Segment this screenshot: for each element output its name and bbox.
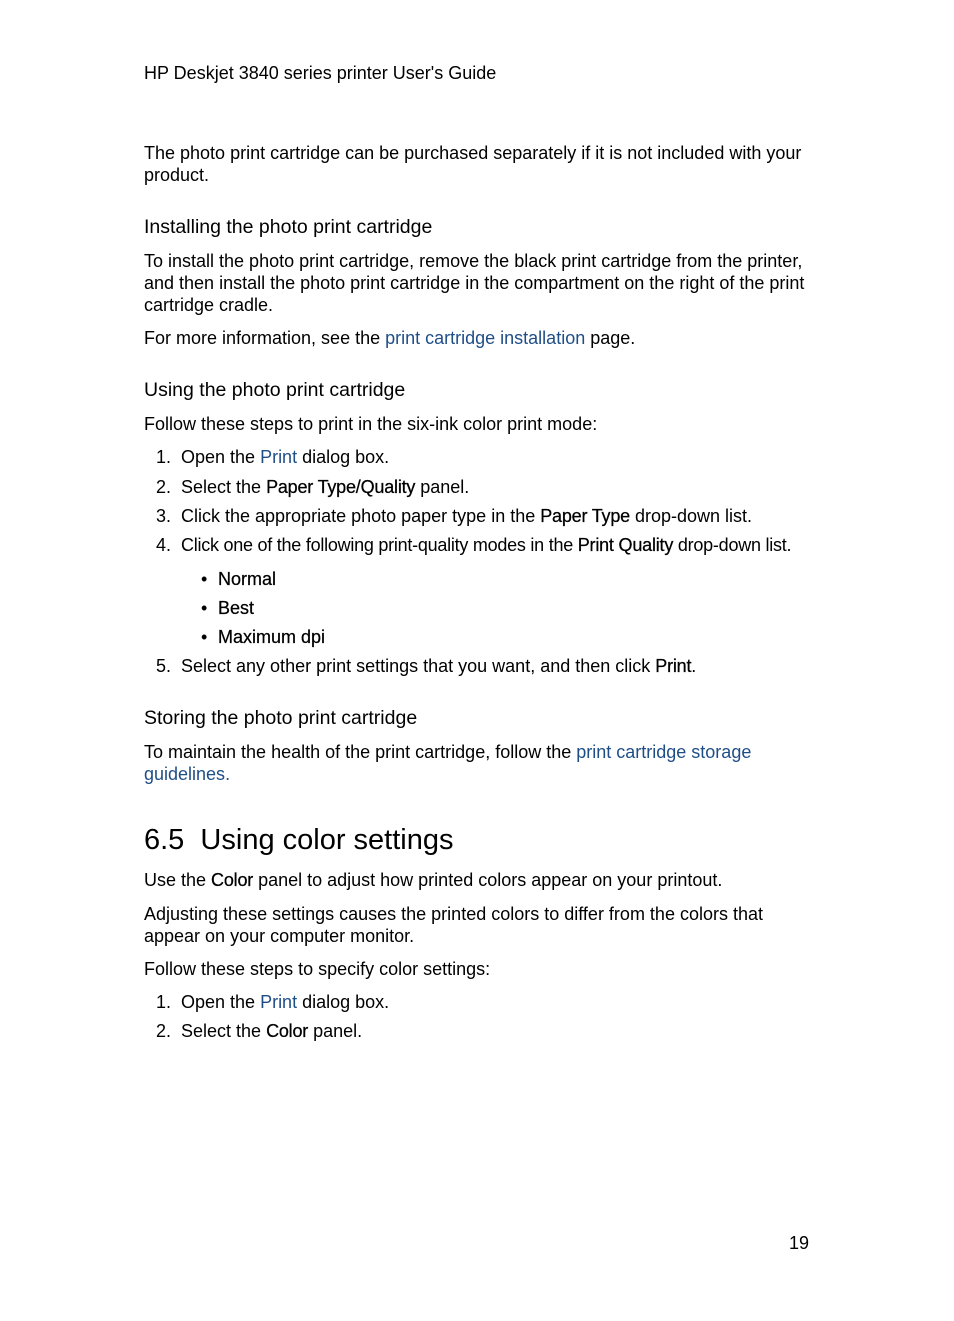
intro-paragraph: The photo print cartridge can be purchased separately if it is not included with your product.: [144, 143, 802, 185]
installing-paragraph: To install the photo print cartridge, remove the black print cartridge from the printer, and then install the photo print cartridge in the compartment on the right of the print cartridge cradle.: [144, 251, 805, 315]
section-heading: 6.5 Using color settings: [144, 824, 454, 856]
ui-term: Color: [266, 1021, 309, 1041]
color-steps-intro: Follow these steps to specify color settings:: [144, 959, 491, 979]
mode-label: Maximum dpi: [218, 627, 326, 647]
ui-term: Paper Type: [540, 506, 630, 526]
bullet: •: [201, 598, 208, 618]
step-number: 2.: [156, 477, 172, 497]
storage-guidelines-link[interactable]: print cartridge storage: [576, 742, 752, 762]
storage-guidelines-link-continued[interactable]: guidelines: [144, 764, 226, 784]
ui-term: Paper Type/Quality: [266, 477, 416, 497]
ui-term: Print: [655, 656, 692, 676]
running-header: HP Deskjet 3840 series printer User's Guide: [144, 63, 497, 83]
step-number: 1.: [156, 447, 172, 467]
using-heading: Using the photo print cartridge: [144, 379, 406, 401]
installing-heading: Installing the photo print cartridge: [144, 216, 433, 238]
using-intro: Follow these steps to print in the six-ink color print mode:: [144, 414, 598, 434]
page-number: 19: [789, 1233, 810, 1253]
print-cartridge-installation-link[interactable]: print cartridge installation: [385, 328, 586, 348]
step-number: 2.: [156, 1021, 172, 1041]
installing-more-info: For more information, see the print cartridge installation page.: [144, 328, 636, 348]
step-number: 4.: [156, 535, 172, 555]
color-paragraph: Adjusting these settings causes the printed colors to differ from the colors that appear on your computer monitor.: [144, 904, 763, 946]
step-number: 5.: [156, 656, 172, 676]
bullet: •: [201, 569, 208, 589]
mode-label: Best: [218, 598, 255, 618]
bullet: •: [201, 627, 208, 647]
color-intro: Use the Color panel to adjust how printed colors appear on your printout.: [144, 870, 723, 890]
print-dialog-link[interactable]: Print: [260, 447, 298, 467]
storing-heading: Storing the photo print cartridge: [144, 707, 418, 729]
step-number: 3.: [156, 506, 172, 526]
step-number: 1.: [156, 992, 172, 1012]
ui-term: Print Quality: [577, 535, 674, 555]
mode-label: Normal: [218, 569, 277, 589]
print-dialog-link[interactable]: Print: [260, 992, 298, 1012]
ui-term: Color: [211, 870, 254, 890]
storing-paragraph: To maintain the health of the print cartridge, follow the print cartridge storage guidelines.: [144, 742, 752, 784]
